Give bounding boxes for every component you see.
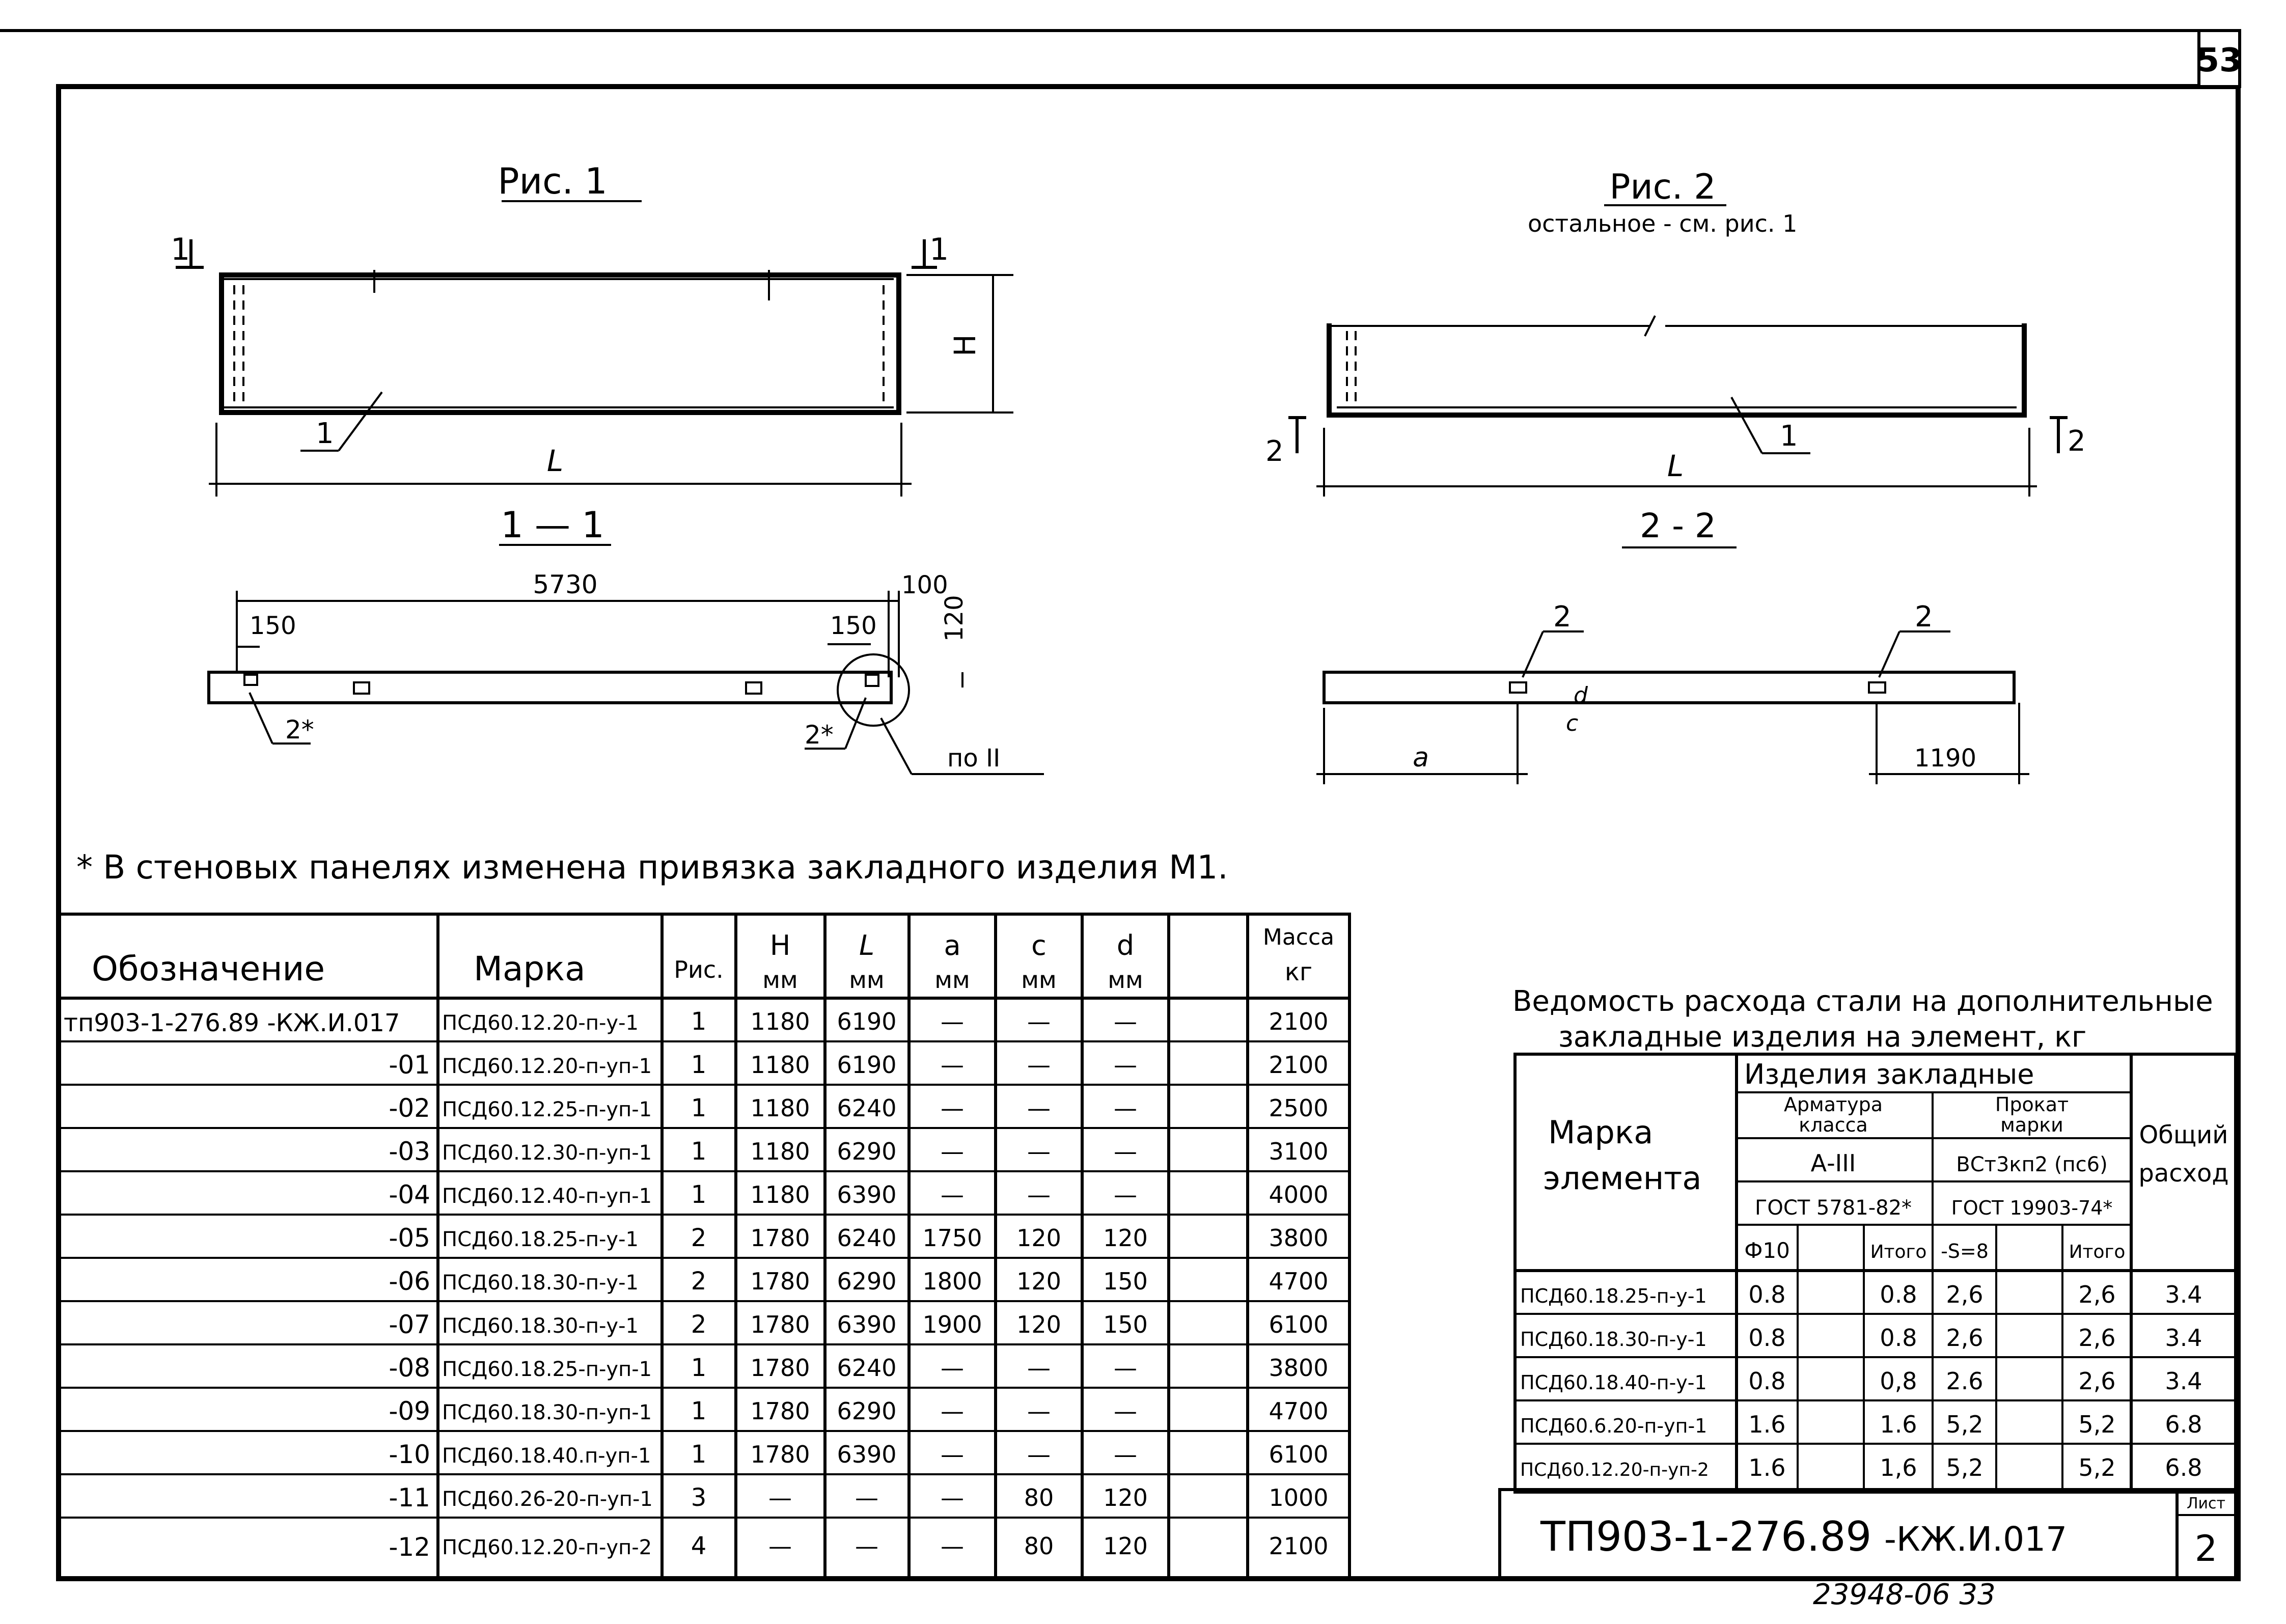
row-d: 150 [1103,1268,1148,1295]
fig1-section-profile [209,672,891,703]
row-mass: 3100 [1269,1138,1329,1165]
row-h: 1180 [750,1008,810,1035]
row-mark: ПСД60.12.20-п-уп-1 [442,1055,652,1078]
row-c: — [1027,1354,1051,1382]
row-mark: ПСД60.18.30-п-у-1 [442,1314,639,1338]
hdr-mass: Масса [1262,924,1335,950]
hdr-c: c [1031,929,1046,961]
title-block [1500,1490,2236,1579]
row-h: — [768,1532,792,1560]
row-l: 6290 [837,1138,897,1165]
steel-table-row [1520,1411,2202,1438]
row-designation: -06 [389,1267,430,1296]
row-designation: -01 [389,1050,430,1080]
fig1-panel-outline [222,275,899,412]
row-fig: 1 [691,1007,707,1036]
hdr-mass-unit: кг [1284,958,1313,986]
sheet-label: Лист [2186,1495,2226,1512]
fig1-dim-5730: 5730 [533,570,598,599]
row-c: — [1027,1138,1051,1165]
fig1-dim-150-right: 150 [830,612,877,640]
steel-table-row [1520,1281,2202,1308]
fig2-subtitle: остальное - см. рис. 1 [1528,210,1798,237]
row-c: 80 [1024,1484,1054,1511]
row-mass: 3800 [1269,1224,1329,1252]
row-designation: -09 [389,1396,430,1426]
row-fig: 2 [691,1224,707,1252]
row-mark: ПСД60.26-20-п-уп-1 [442,1488,653,1511]
table-row [389,1532,1328,1562]
row-fig: 1 [691,1094,707,1122]
table-row [389,1093,1328,1123]
table-row [389,1180,1328,1209]
row-mark: ПСД60.18.30-п-уп-1 [442,1401,652,1424]
steel-title-line2: закладные изделия на элемент, кг [1558,1021,2087,1054]
figure-2 [1265,167,2086,784]
steel-hdr-rolled-2: марки [2000,1114,2063,1136]
steel-hdr-total-1: Общий [2139,1121,2228,1149]
table-row [389,1267,1328,1296]
steel-row-s8: 2,6 [1946,1324,1984,1352]
steel-hdr-gost1: ГОСТ 5781-82* [1754,1196,1912,1220]
row-a: — [941,1138,964,1165]
steel-hdr-rebar-2: класса [1799,1114,1868,1136]
table-row [389,1483,1328,1512]
title-code: ТП903-1-276.89 [1540,1513,1872,1560]
steel-row-itogo1: 0,8 [1880,1367,1917,1395]
fig1-ref-note: по II [947,744,1001,773]
row-d: 120 [1103,1532,1148,1560]
steel-row-s8: 2,6 [1946,1281,1984,1308]
fig1-dim-l: L [546,444,564,478]
steel-row-total: 6.8 [2165,1411,2202,1438]
steel-hdr-mark-1: Марка [1548,1114,1654,1151]
fig1-callout-right: 2* [805,720,834,750]
steel-hdr-items: Изделия закладные [1744,1058,2034,1090]
row-fig: 3 [691,1483,707,1512]
steel-row-phi: 1.6 [1748,1454,1786,1481]
steel-row-total: 3.4 [2165,1281,2202,1308]
row-mark: ПСД60.12.20-п-у-1 [442,1011,639,1035]
row-d: 120 [1103,1484,1148,1511]
steel-row-itogo1: 0.8 [1880,1281,1917,1308]
steel-row-total: 6.8 [2165,1454,2202,1481]
steel-table-row [1520,1367,2202,1395]
fig2-dim-1190: 1190 [1914,744,1977,773]
fig1-title: Рис. 1 [498,160,608,202]
row-d: 120 [1103,1224,1148,1252]
row-mass: 6100 [1269,1441,1329,1468]
row-l: 6240 [837,1224,897,1252]
fig1-dim-150-left: 150 [250,612,296,640]
row-d: — [1114,1181,1137,1208]
row-fig: 1 [691,1051,707,1079]
steel-row-phi: 0.8 [1748,1324,1786,1352]
steel-table-row [1520,1454,2202,1481]
table-row [389,1353,1328,1383]
row-a: 1750 [922,1224,982,1252]
hdr-c-unit: мм [1021,966,1057,994]
row-l: — [855,1532,878,1560]
row-mass: 1000 [1269,1484,1329,1511]
steel-row-mark: ПСД60.6.20-п-уп-1 [1520,1415,1707,1437]
steel-row-mark: ПСД60.18.25-п-у-1 [1520,1285,1707,1307]
steel-row-itogo2: 2,6 [2078,1281,2116,1308]
row-fig: 2 [691,1310,707,1339]
row-mark: ПСД60.18.25-п-уп-1 [442,1358,652,1381]
row-mass: 4700 [1269,1268,1329,1295]
row-designation: -08 [389,1353,430,1383]
fig2-callout-left: 2 [1553,600,1572,634]
steel-hdr-gost2: ГОСТ 19903-74* [1951,1197,2113,1219]
steel-hdr-rebar-1: Арматура [1783,1093,1883,1116]
row-c: 120 [1016,1311,1061,1338]
row-a: — [941,1094,964,1122]
fig2-section-right: 2 [2068,425,2086,458]
row-a: — [941,1532,964,1560]
row-h: 1180 [750,1094,810,1122]
row-a: 1900 [922,1311,982,1338]
footnote: * В стеновых панелях изменена привязка закладного изделия М1. [76,849,1228,887]
hdr-h: H [769,929,791,961]
row-mark: ПСД60.12.40-п-уп-1 [442,1185,652,1208]
row-h: 1780 [750,1311,810,1338]
table-row [389,1440,1328,1469]
steel-row-s8: 5,2 [1946,1411,1984,1438]
row-mass: 2100 [1269,1051,1329,1079]
row-mass: 2500 [1269,1094,1329,1122]
steel-hdr-class: А-III [1810,1149,1856,1177]
row-fig: 1 [691,1440,707,1469]
row-fig: 1 [691,1137,707,1166]
sheet-number: 2 [2194,1528,2218,1570]
steel-row-s8: 2.6 [1946,1367,1984,1395]
hdr-l: L [859,929,875,961]
steel-hdr-total-2: расход [2138,1159,2229,1188]
steel-hdr-phi: Ф10 [1744,1238,1790,1263]
steel-row-itogo2: 5,2 [2078,1411,2116,1438]
row-l: 6240 [837,1094,897,1122]
row-fig: 1 [691,1397,707,1425]
fig2-dim-d: d [1574,682,1588,708]
figure-1 [171,160,1044,774]
hdr-designation: Обозначение [92,949,325,988]
row-fig: 4 [691,1532,707,1560]
steel-row-s8: 5,2 [1946,1454,1984,1481]
row-designation: -03 [389,1137,430,1166]
steel-table [1512,985,2236,1492]
fig1-section-right: 1 [929,232,949,267]
fig1-callout-left: 2* [285,715,314,745]
row-d: — [1114,1094,1137,1122]
fig1-leader-label: 1 [316,417,334,450]
hdr-l-unit: мм [849,966,885,994]
table-row [389,1396,1328,1426]
row-d: — [1114,1138,1137,1165]
row-a: — [941,1354,964,1382]
steel-row-phi: 0.8 [1748,1281,1786,1308]
hdr-d-unit: мм [1108,966,1143,994]
steel-row-mark: ПСД60.18.30-п-у-1 [1520,1328,1707,1351]
fig1-dim-100: 100 [901,571,948,599]
row-c: 120 [1016,1224,1061,1252]
row-fig: 2 [691,1267,707,1296]
row-l: 6390 [837,1441,897,1468]
steel-row-itogo1: 0.8 [1880,1324,1917,1352]
row-h: 1780 [750,1268,810,1295]
bottom-stamp: 23948-06 33 [1813,1578,1996,1611]
row-designation: -04 [389,1180,430,1209]
fig2-title: Рис. 2 [1609,167,1716,207]
row-a: 1800 [922,1268,982,1295]
row-l: 6190 [837,1051,897,1079]
row-l: 6190 [837,1008,897,1035]
row-mass: 2100 [1269,1008,1329,1035]
table-row [389,1137,1328,1166]
fig1-section-title: 1 — 1 [501,504,604,546]
fig2-section-profile [1324,672,2014,703]
table-row [389,1050,1328,1080]
row-h: 1780 [750,1224,810,1252]
hdr-d: d [1116,929,1135,961]
hdr-a: a [944,929,961,961]
row-designation: -07 [389,1310,430,1339]
steel-hdr-steel: ВСт3кп2 (пс6) [1956,1153,2108,1176]
row-h: 1180 [750,1181,810,1208]
hdr-fig: Рис. [674,956,724,983]
steel-hdr-s8: -S=8 [1941,1240,1989,1262]
row-fig: 1 [691,1354,707,1382]
corner-mark: 53 [2196,42,2242,79]
row-h: 1180 [750,1138,810,1165]
steel-row-mark: ПСД60.12.20-п-уп-2 [1520,1460,1709,1480]
row-c: — [1027,1397,1051,1425]
row-designation: тп903-1-276.89 -КЖ.И.017 [64,1009,400,1037]
row-d: — [1114,1008,1137,1035]
row-l: 6290 [837,1268,897,1295]
fig2-dim-a: a [1413,742,1429,773]
row-designation: -11 [389,1483,430,1512]
row-fig: 1 [691,1180,707,1209]
fig1-dim-120: 120 [940,595,969,642]
row-c: — [1027,1181,1051,1208]
row-mass: 2100 [1269,1532,1329,1560]
row-mark: ПСД60.18.25-п-у-1 [442,1228,639,1251]
fig2-section-title: 2 - 2 [1640,506,1716,545]
row-designation: -12 [389,1532,430,1562]
row-d: — [1114,1441,1137,1468]
fig2-dim-c: c [1566,710,1579,736]
row-designation: -10 [389,1440,430,1469]
row-a: — [941,1441,964,1468]
main-table [59,914,1349,1579]
steel-row-mark: ПСД60.18.40-п-у-1 [1520,1371,1707,1394]
row-c: 120 [1016,1268,1061,1295]
row-l: 6290 [837,1397,897,1425]
fig1-dim-h: H [948,334,982,356]
steel-row-itogo2: 5,2 [2078,1454,2116,1481]
fig2-callout-right: 2 [1915,600,1933,634]
steel-title-line1: Ведомость расхода стали на дополнительные [1512,985,2213,1018]
steel-hdr-rolled-1: Прокат [1995,1093,2069,1116]
row-designation: -05 [389,1223,430,1253]
steel-row-phi: 1.6 [1748,1411,1786,1438]
row-designation: -02 [389,1093,430,1123]
row-l: — [855,1484,878,1511]
table-row [64,1007,1329,1037]
row-c: — [1027,1051,1051,1079]
row-mass: 4000 [1269,1181,1329,1208]
row-a: — [941,1051,964,1079]
row-l: 6240 [837,1354,897,1382]
row-a: — [941,1484,964,1511]
row-mark: ПСД60.12.25-п-уп-1 [442,1098,652,1121]
steel-table-row [1520,1324,2202,1352]
steel-row-itogo2: 2,6 [2078,1324,2116,1352]
row-h: 1180 [750,1051,810,1079]
table-row [389,1223,1328,1253]
row-h: 1780 [750,1354,810,1382]
row-d: — [1114,1397,1137,1425]
row-a: — [941,1008,964,1035]
row-c: — [1027,1094,1051,1122]
row-c: 80 [1024,1532,1054,1560]
steel-row-total: 3.4 [2165,1367,2202,1395]
row-d: 150 [1103,1311,1148,1338]
steel-hdr-itogo2: Итого [2069,1242,2126,1262]
fig2-leader-label: 1 [1780,420,1798,453]
row-mark: ПСД60.18.30-п-у-1 [442,1271,639,1295]
steel-hdr-mark-2: элемента [1543,1160,1702,1197]
fig2-section-left: 2 [1265,435,1284,468]
hdr-a-unit: мм [934,966,970,994]
row-h: — [768,1484,792,1511]
title-suffix: -КЖ.И.017 [1884,1520,2068,1559]
row-a: — [941,1181,964,1208]
row-mass: 3800 [1269,1354,1329,1382]
steel-hdr-itogo1: Итого [1870,1242,1927,1262]
fig1-section-left: 1 [171,232,190,267]
row-l: 6390 [837,1181,897,1208]
row-mark: ПСД60.12.20-п-уп-2 [442,1536,652,1559]
hdr-mark: Марка [474,949,586,988]
table-row [389,1310,1328,1339]
row-h: 1780 [750,1441,810,1468]
row-h: 1780 [750,1397,810,1425]
row-mark: ПСД60.12.30-п-уп-1 [442,1141,652,1165]
row-c: — [1027,1441,1051,1468]
steel-row-itogo1: 1.6 [1880,1411,1917,1438]
row-c: — [1027,1008,1051,1035]
fig2-dim-l: L [1667,449,1684,483]
hdr-h-unit: мм [762,966,798,994]
steel-row-itogo1: 1,6 [1880,1454,1917,1481]
row-mass: 6100 [1269,1311,1329,1338]
steel-row-itogo2: 2,6 [2078,1367,2116,1395]
row-d: — [1114,1354,1137,1382]
row-mass: 4700 [1269,1397,1329,1425]
row-l: 6390 [837,1311,897,1338]
row-d: — [1114,1051,1137,1079]
steel-row-phi: 0.8 [1748,1367,1786,1395]
row-a: — [941,1397,964,1425]
row-mark: ПСД60.18.40.п-уп-1 [442,1444,651,1468]
steel-row-total: 3.4 [2165,1324,2202,1352]
